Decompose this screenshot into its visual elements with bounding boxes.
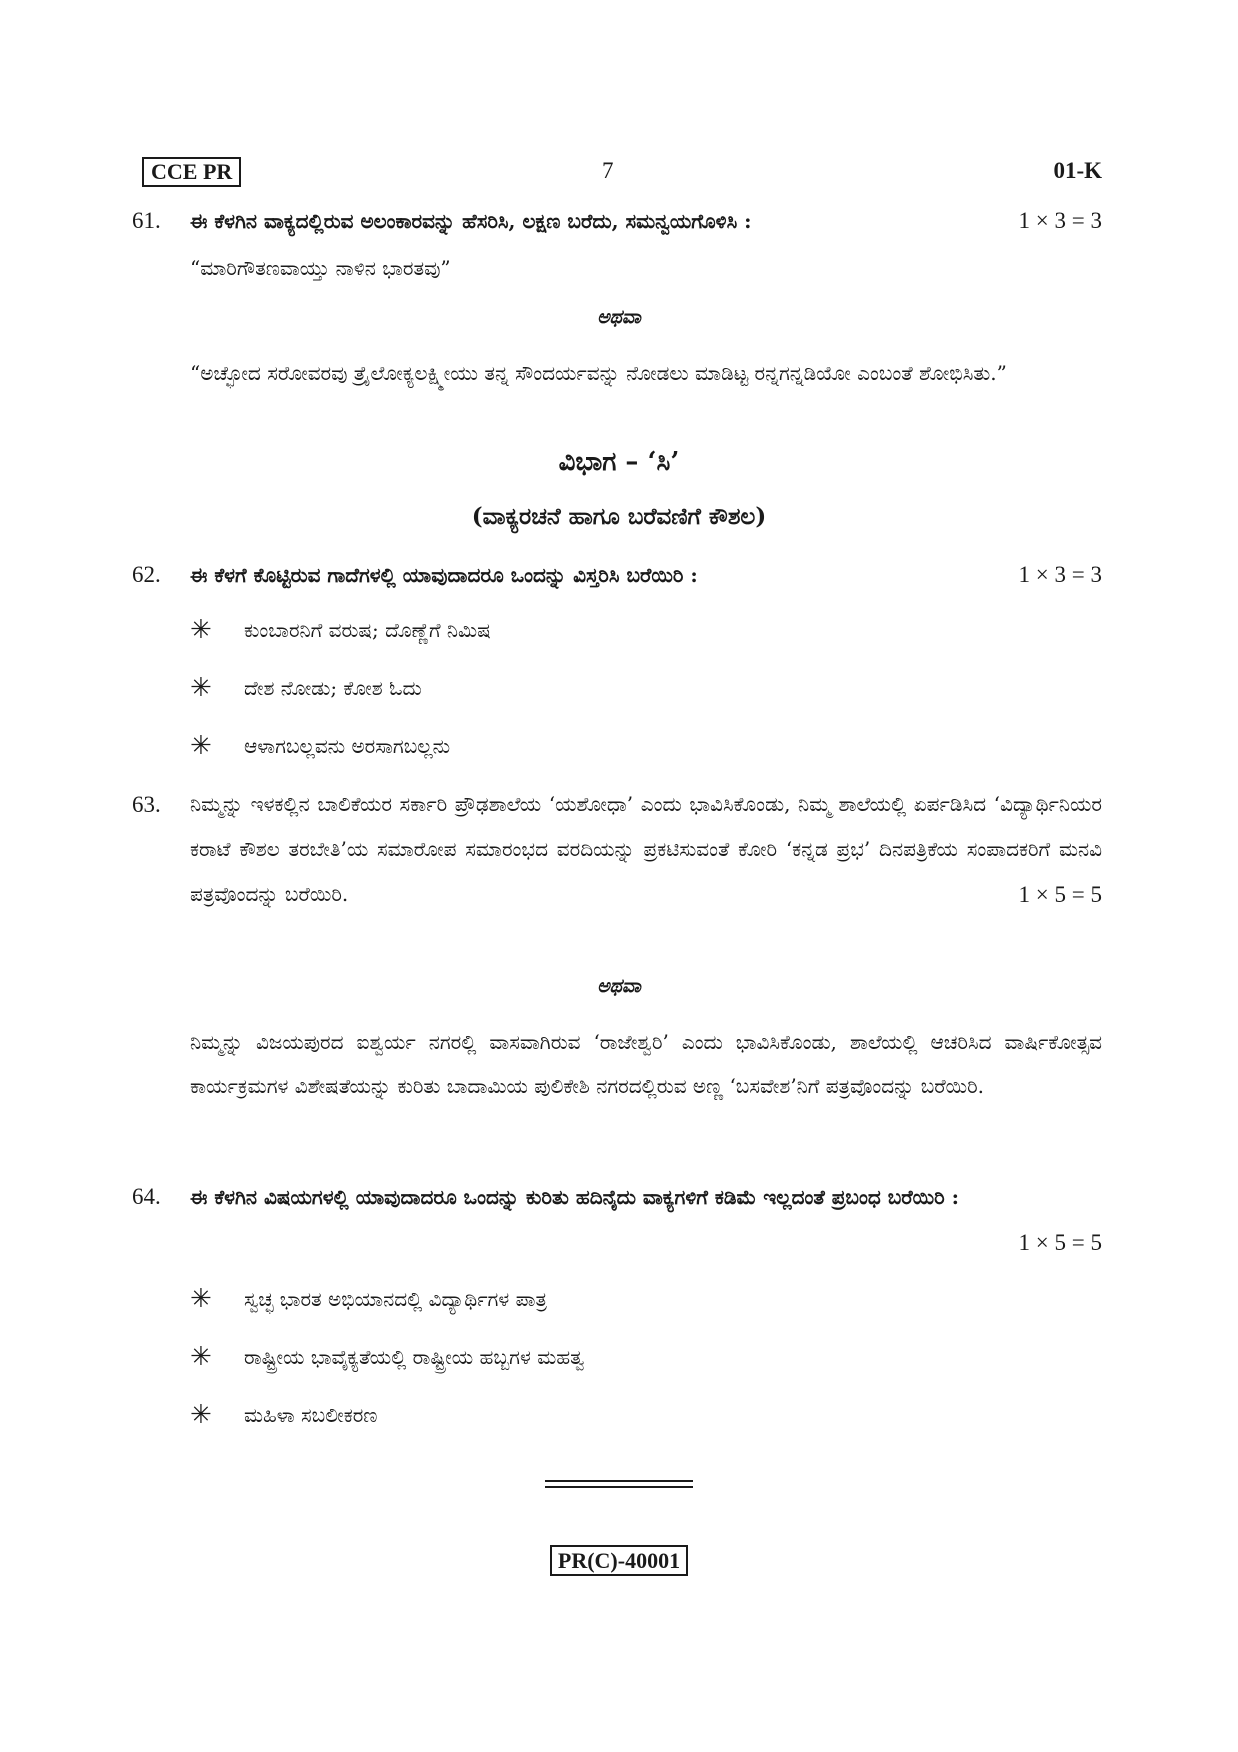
question-marks: 1 × 3 = 3 — [1018, 562, 1102, 587]
exam-tag: CCE PR — [142, 157, 241, 187]
question-63 — [132, 782, 1102, 962]
q63-alternate: ನಿಮ್ಮನ್ನು ವಿಜಯಪುರದ ಐಶ್ವರ್ಯ ನಗರಲ್ಲಿ ವಾಸವಾಗಿರುವ ‘ರಾಜೇಶ್ವರಿ’ ಎಂದು ಭಾವಿಸಿಕೊಂಡು, ಶಾಲೆಯಲ್ಲಿ ಆಚರಿಸಿದ ವಾರ್ಷಿಕೋತ್ಸವ ಕಾರ್ಯಕ್ರಮಗಳ ವಿಶೇಷತೆಯನ್ನು ಕುರಿತು ಬಾದಾಮಿಯ ಪುಲಿಕೇಶಿ ನಗರದಲ್ಲಿರುವ ಅಣ್ಣ ‘ಬಸವೇಶ’ನಿಗೆ ಪತ್ರವೊಂದನ್ನು ಬರೆಯಿರಿ. — [190, 1030, 1102, 1098]
q61-quote-1: “ಮಾರಿಗೌತಣವಾಯ್ತು ನಾಳಿನ ಭಾರತವು” — [190, 256, 451, 280]
list-item: ✳ ದೇಶ ನೋಡು; ಕೋಶ ಓದು — [190, 668, 1090, 708]
list-item: ✳ ಕುಂಬಾರನಿಗೆ ವರುಷ; ದೊಣ್ಣೆಗೆ ನಿಮಿಷ — [190, 610, 1090, 650]
question-marks: 1 × 5 = 5 — [1018, 1230, 1102, 1255]
asterisk-bullet-icon: ✳ — [190, 1400, 212, 1430]
page-footer — [0, 1545, 1238, 1576]
paper-code: 01-K — [1053, 158, 1102, 183]
end-rule-bottom — [545, 1486, 693, 1488]
page-header — [142, 157, 1102, 191]
q61-or: ಅಥವಾ — [597, 306, 641, 328]
question-number: 62. — [132, 562, 161, 587]
question-instruction: ಈ ಕೆಳಗಿನ ವಾಕ್ಯದಲ್ಲಿರುವ ಅಲಂಕಾರವನ್ನು ಹೆಸರಿಸಿ, ಲಕ್ಷಣ ಬರೆದು, ಸಮನ್ವಯಗೊಳಿಸಿ : — [190, 209, 752, 233]
list-item: ✳ ಮಹಿಳಾ ಸಬಲೀಕರಣ — [190, 1395, 1090, 1435]
asterisk-bullet-icon: ✳ — [190, 615, 212, 645]
question-marks: 1 × 3 = 3 — [1018, 208, 1102, 233]
q61-quote-2: “ಅಚ್ಛೋದ ಸರೋವರವು ತ್ರೈಲೋಕ್ಯಲಕ್ಷ್ಮೀಯು ತನ್ನ ಸೌಂದರ್ಯವನ್ನು ನೋಡಲು ಮಾಡಿಟ್ಟ ರನ್ನಗನ್ನಡಿಯೋ ಎಂಬಂತೆ ಶೋಭಿಸಿತು.” — [190, 361, 1007, 385]
q63-or: ಅಥವಾ — [597, 975, 641, 997]
asterisk-bullet-icon: ✳ — [190, 1284, 212, 1314]
question-instruction: ಈ ಕೆಳಗಿನ ವಿಷಯಗಳಲ್ಲಿ ಯಾವುದಾದರೂ ಒಂದನ್ನು ಕುರಿತು ಹದಿನೈದು ವಾಕ್ಯಗಳಿಗೆ ಕಡಿಮೆ ಇಲ್ಲದಂತೆ ಪ್ರಬಂಧ ಬರೆಯಿರಿ : — [190, 1185, 960, 1209]
asterisk-bullet-icon: ✳ — [190, 731, 212, 761]
end-rule-top — [545, 1480, 693, 1482]
question-62 — [132, 552, 1102, 598]
section-title: ವಿಭಾಗ – ‘ಸಿ’ — [558, 447, 680, 477]
question-61 — [132, 198, 1102, 244]
list-item: ✳ ಸ್ವಚ್ಛ ಭಾರತ ಅಭಿಯಾನದಲ್ಲಿ ವಿದ್ಯಾರ್ಥಿಗಳ ಪಾತ್ರ — [190, 1279, 1090, 1319]
question-number: 64. — [132, 1184, 161, 1209]
asterisk-bullet-icon: ✳ — [190, 673, 212, 703]
page-number: 7 — [602, 158, 614, 183]
question-instruction: ಈ ಕೆಳಗೆ ಕೊಟ್ಟಿರುವ ಗಾದೆಗಳಲ್ಲಿ ಯಾವುದಾದರೂ ಒಂದನ್ನು ವಿಸ್ತರಿಸಿ ಬರೆಯಿರಿ : — [190, 563, 698, 587]
question-number: 61. — [132, 208, 161, 233]
section-subtitle: (ವಾಕ್ಯರಚನೆ ಹಾಗೂ ಬರೆವಣಿಗೆ ಕೌಶಲ) — [471, 503, 767, 530]
list-item: ✳ ರಾಷ್ಟ್ರೀಯ ಭಾವೈಕ್ಯತೆಯಲ್ಲಿ ರಾಷ್ಟ್ರೀಯ ಹಬ್ಬಗಳ ಮಹತ್ವ — [190, 1337, 1090, 1377]
list-item: ✳ ಆಳಾಗಬಲ್ಲವನು ಅರಸಾಗಬಲ್ಲನು — [190, 726, 1090, 766]
question-marks: 1 × 5 = 5 — [1018, 882, 1102, 907]
asterisk-bullet-icon: ✳ — [190, 1342, 212, 1372]
footer-code: PR(C)-40001 — [550, 1545, 688, 1576]
question-number: 63. — [132, 792, 161, 817]
question-text: ನಿಮ್ಮನ್ನು ಇಳಕಲ್ಲಿನ ಬಾಲಿಕೆಯರ ಸರ್ಕಾರಿ ಪ್ರೌಢಶಾಲೆಯ ‘ಯಶೋಧಾ’ ಎಂದು ಭಾವಿಸಿಕೊಂಡು, ನಿಮ್ಮ ಶಾಲೆಯಲ್ಲಿ ಏರ್ಪಡಿಸಿದ ‘ವಿದ್ಯಾರ್ಥಿನಿಯರ ಕರಾಟೆ ಕೌಶಲ ತರಬೇತಿ’ಯ ಸಮಾರೋಪ ಸಮಾರಂಭದ ವರದಿಯನ್ನು ಪ್ರಕಟಿಸುವಂತೆ ಕೋರಿ ‘ಕನ್ನಡ ಪ್ರಭ’ ದಿನಪತ್ರಿಕೆಯ ಸಂಪಾದಕರಿಗೆ ಮನವಿ ಪತ್ರವೊಂದನ್ನು ಬರೆಯಿರಿ. 1 × 5 = 5 — [190, 782, 1102, 917]
question-64 — [132, 1174, 1102, 1266]
